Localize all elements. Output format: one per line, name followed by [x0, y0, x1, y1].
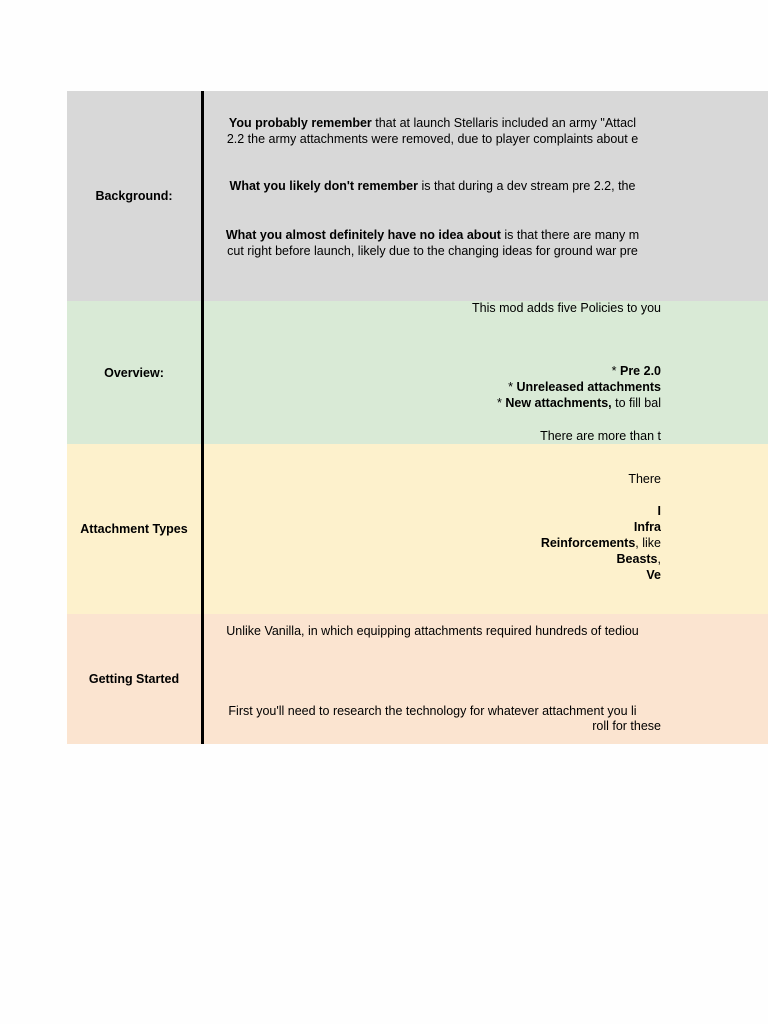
cell-line: Reinforcements, like — [540, 536, 661, 550]
cell-line: * New attachments, to fill bal — [497, 396, 661, 410]
row-label-overview: Overview: — [104, 365, 164, 380]
row-label-attachment-types: Attachment Types — [80, 522, 188, 536]
cell-line: First you'll need to research the technology for whatever attachment you li — [228, 704, 637, 718]
cell-line: Ve — [646, 568, 661, 582]
row-label-background: Background: — [95, 189, 173, 203]
cell-line: 2.2 the army attachments were removed, due to player complaints about e — [226, 132, 639, 146]
cell-line: cut right before launch, likely due to the changing ideas for ground war pre — [227, 244, 638, 258]
cell-line: * Pre 2.0 — [611, 364, 661, 378]
cell-line: There — [628, 472, 661, 486]
cell-overview[interactable] — [204, 301, 768, 444]
row-getting-started[interactable] — [67, 614, 768, 744]
row-overview[interactable] — [67, 301, 768, 444]
cell-line: Unlike Vanilla, in which equipping attachments required hundreds of tediou — [226, 624, 639, 638]
cell-line: This mod adds five Policies to you — [472, 301, 661, 315]
row-attachment-types[interactable] — [67, 444, 768, 614]
cell-line: You probably remember that at launch Stellaris included an army "Attacl — [228, 116, 637, 130]
cell-line: I — [657, 504, 661, 518]
cell-line: roll for these — [592, 719, 661, 733]
row-background[interactable] — [67, 91, 768, 301]
row-label-getting-started: Getting Started — [88, 672, 180, 686]
cell-getting-started[interactable] — [204, 614, 768, 744]
cell-line: Infra — [633, 520, 661, 534]
cell-line: There are more than t — [540, 429, 661, 443]
cell-background[interactable] — [204, 91, 768, 301]
cell-line: What you almost definitely have no idea about is that there are many m — [225, 228, 640, 242]
cell-line: Beasts, — [616, 552, 661, 566]
cell-line: What you likely don't remember is that during a dev stream pre 2.2, the — [229, 179, 636, 193]
cell-line: * Unreleased attachments — [508, 380, 661, 394]
cell-attachment-types[interactable] — [204, 444, 768, 614]
spreadsheet — [67, 91, 768, 744]
